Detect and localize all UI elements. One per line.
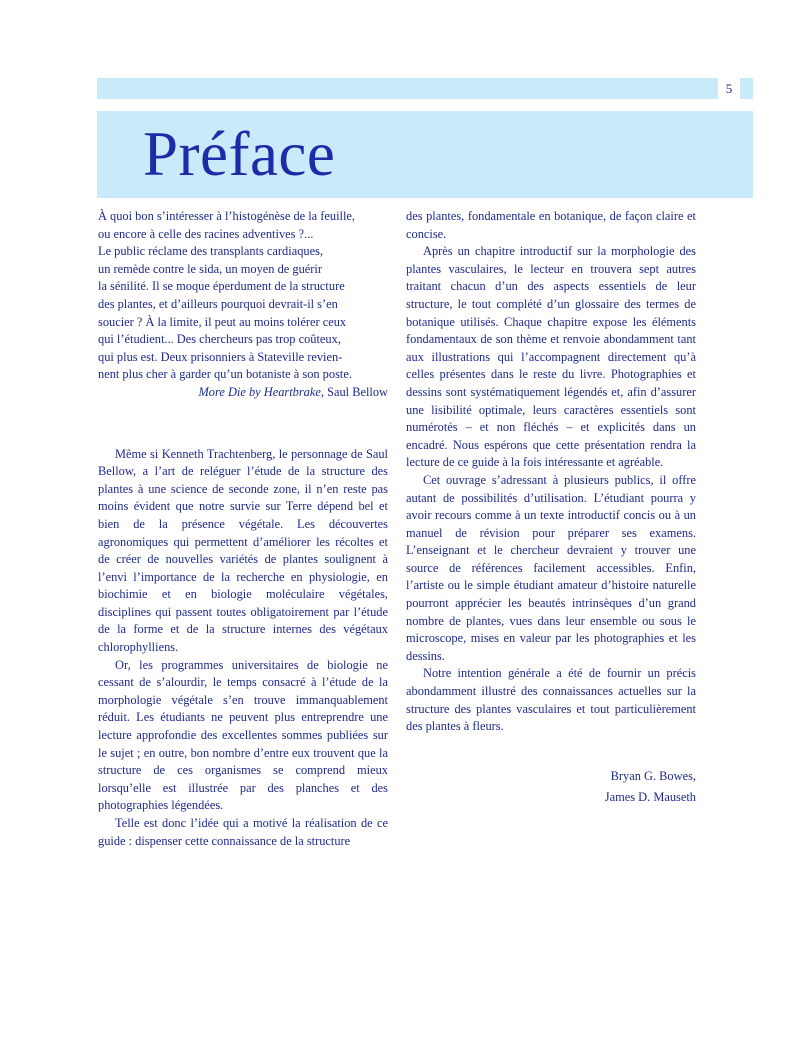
body-paragraph: Telle est donc l’idée qui a motivé la réalisation de ce guide : dispenser cette connaissance de la structure [98, 816, 388, 848]
epigraph [98, 208, 388, 402]
epigraph-line: ou encore à celle des racines adventives ?... [98, 226, 314, 241]
epigraph-line: qui plus est. Deux prisonniers à Stateville revien- [98, 349, 343, 364]
epigraph-source-title: More Die by Heartbrake [198, 384, 321, 399]
epigraph-line: un remède contre le sida, un moyen de guérir [98, 261, 322, 276]
left-column [98, 208, 388, 850]
epigraph-line: qui l’étudient... Des chercheurs pas trop coûteux, [98, 332, 341, 347]
body-paragraph: Cet ouvrage s’adressant à plusieurs publics, il offre autant de possibilités d’utilisation. L’étudiant pourra y avoir recours comme à un texte introductif concis ou à un manuel de révision pour préparer ses examens. L’enseignant et le chercheur devraient y trouver une source de références facilement accessibles. Enfin, l’artiste ou le simple étudiant amateur d’histoire naturelle pourront apprécier les beautés intrinsèques d’un grand nombre de plantes, vues dans leur ensemble ou sous le microscope, mises en valeur par les photographies et les dessins. [406, 472, 696, 663]
header-band [97, 78, 718, 99]
epigraph-line: À quoi bon s’intéresser à l’histogénèse de la feuille, [98, 209, 356, 223]
epigraph-line: des plantes, et d’ailleurs pourquoi devrait-il s’en [98, 296, 338, 311]
body-paragraph: des plantes, fondamentale en botanique, de façon claire et concise. [406, 209, 696, 241]
body-paragraph: Or, les programmes universitaires de biologie ne cessant de s’alourdir, le temps consacré à l’étude de la morphologie végétale s’en trouve immanquablement réduit. Les étudiants ne peuvent plus entreprendre une lecture approfondie des excellentes sommes publiées sur le sujet ; en outre, bon nombre d’entre eux trouvent que la structure de ces organismes se comprend mieux lorsqu’elle est illustrée par des planches et des photographies légendées. [98, 657, 388, 813]
signature-author: James D. Mauseth [604, 789, 696, 804]
page-title: Préface [143, 119, 336, 189]
epigraph-line: nent plus cher à garder qu’un botaniste à son poste. [98, 367, 352, 382]
body-paragraph: Même si Kenneth Trachtenberg, le personnage de Saul Bellow, a l’art de reléguer l’étude de la structure des plantes à une science de seconde zone, il n’en reste pas moins évident que notre survie sur Terre dépend bel et bien de la présence végétale. Les découvertes agronomiques qui permettent d’améliorer les récoltes et de créer de nouvelles variétés de plantes soulignent à l’envi l’importance de la recherche en physiologie, en biochimie et en biologie moléculaire végétales, disciplines qui passent toutes obligatoirement par l’étude de la forme et de la structure internes des végétaux chlorophylliens. [98, 446, 388, 655]
header-band-right [740, 78, 753, 99]
epigraph-line: soucier ? À la limite, il peut au moins tolérer ceux [98, 314, 347, 329]
right-column [406, 208, 696, 808]
epigraph-line: Le public réclame des transplants cardiaques, [98, 244, 324, 259]
signature-author: Bryan G. Bowes, [610, 768, 696, 783]
page-number: 5 [718, 78, 740, 99]
body-paragraph: Notre intention générale a été de fournir un précis abondamment illustré des connaissances actuelles sur la structure des plantes vasculaires et tout particulièrement des plantes à fleurs. [406, 666, 696, 734]
body-paragraph: Après un chapitre introductif sur la morphologie des plantes vasculaires, le lecteur en trouvera sept autres traitant chacun d’un des aspects essentiels de leur structure, le tout complété d’un glossaire des termes de botanique utilisés. Chaque chapitre expose les éléments fondamentaux de son thème et renvoie abondamment tant aux illustrations qui l’accompagnent directement qu’à celles présentes dans le reste du livre. Photographies et dessins sont systématiquement légendés et, afin d’assurer une lisibilité optimale, leurs caractères essentiels sont numérotés – et non fléchés – et explicités dans un encadré. Nous espérons que cette présentation rendra la lecture de ce guide à la fois intéressante et agréable. [406, 244, 696, 470]
epigraph-source-author: , Saul Bellow [320, 384, 388, 399]
epigraph-attribution [98, 384, 388, 402]
epigraph-line: la sénilité. Il se moque éperdument de la structure [98, 279, 345, 294]
